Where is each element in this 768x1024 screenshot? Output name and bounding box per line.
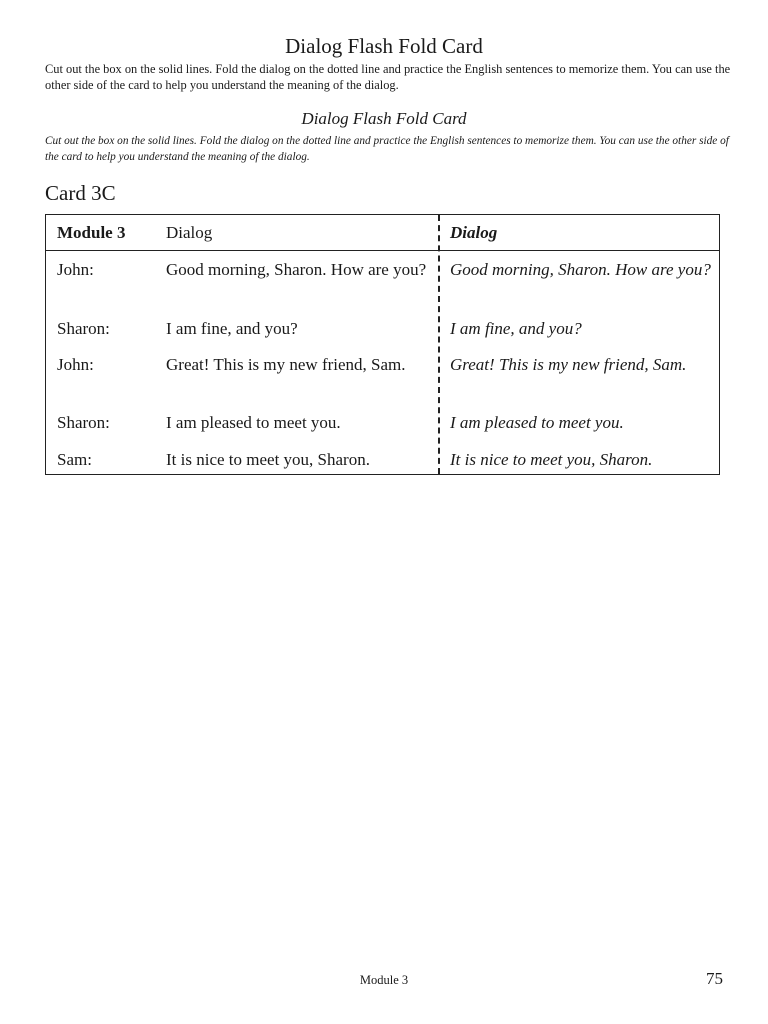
row-line-back: Great! This is my new friend, Sam. xyxy=(450,355,687,374)
row-speaker: Sharon: xyxy=(57,319,110,338)
row-line-front: Good morning, Sharon. How are you? xyxy=(166,260,427,279)
row-speaker: John: xyxy=(57,260,94,279)
header-dialog-back: Dialog xyxy=(450,223,498,242)
header-divider xyxy=(46,250,719,251)
footer-module: Module 3 xyxy=(359,973,409,987)
row-line-front: Great! This is my new friend, Sam. xyxy=(166,355,406,374)
row-line-back: It is nice to meet you, Sharon. xyxy=(450,450,653,469)
row-speaker: Sam: xyxy=(57,450,92,469)
row-line-front: I am pleased to meet you. xyxy=(166,413,341,432)
instructions-text-italic: Cut out the box on the solid lines. Fold the dialog on the dotted line and practice the English sentences to memorize them. You can use the other side of the card to help you understand the meaning of the dialog. xyxy=(45,135,729,163)
page-number: 75 xyxy=(706,969,723,988)
page-title-italic: Dialog Flash Fold Card xyxy=(301,109,467,128)
row-speaker: John: xyxy=(57,355,94,374)
fold-line xyxy=(438,215,440,474)
row-speaker: Sharon: xyxy=(57,413,110,432)
card-label: Card 3C xyxy=(45,181,116,205)
row-line-front: I am fine, and you? xyxy=(166,319,298,338)
header-dialog-front: Dialog xyxy=(166,223,213,242)
header-module: Module 3 xyxy=(57,223,126,242)
row-line-back: I am pleased to meet you. xyxy=(450,413,624,432)
row-line-back: Good morning, Sharon. How are you? xyxy=(450,260,711,279)
row-line-front: It is nice to meet you, Sharon. xyxy=(166,450,370,469)
row-line-back: I am fine, and you? xyxy=(450,319,582,338)
dialog-card xyxy=(45,214,720,475)
page-title: Dialog Flash Fold Card xyxy=(285,34,483,58)
instructions-text: Cut out the box on the solid lines. Fold the dialog on the dotted line and practice the English sentences to memorize them. You can use the other side of the card to help you understand the meaning of the dialog. xyxy=(45,62,731,92)
